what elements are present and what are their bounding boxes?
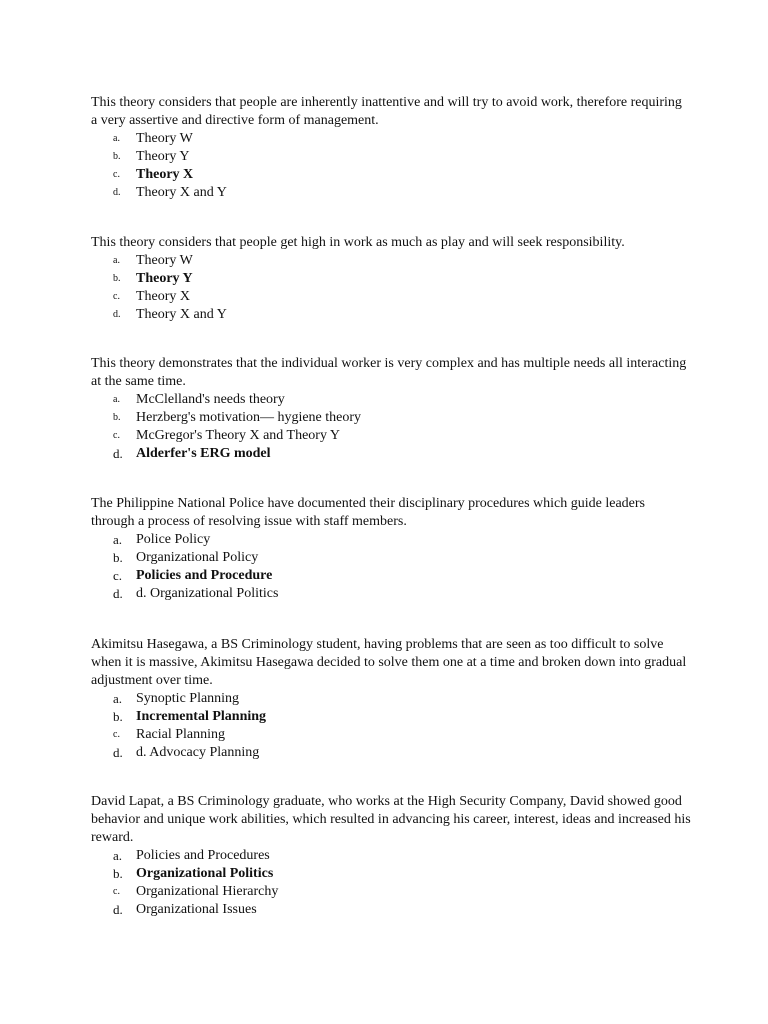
option-c xyxy=(91,427,691,445)
option-letter: a. xyxy=(113,255,120,266)
question-stem: The Philippine National Police have documented their disciplinary procedures which guide leaders through a process of resolving issue with staff members. xyxy=(91,496,645,529)
options-list xyxy=(91,130,691,202)
option-a xyxy=(91,252,691,270)
option-text: Theory Y xyxy=(136,149,190,164)
option-letter: c. xyxy=(113,291,120,302)
option-letter: c. xyxy=(113,568,123,583)
option-b xyxy=(91,409,691,427)
option-d xyxy=(91,445,691,463)
option-text: Police Policy xyxy=(136,532,211,547)
question-stem: This theory considers that people are inherently inattentive and will try to avoid work, therefore requiring a very assertive and directive form of management. xyxy=(91,95,682,128)
option-letter: d. xyxy=(113,309,121,320)
option-a xyxy=(91,130,691,148)
options-list xyxy=(91,531,691,603)
option-text-answer: Organizational Politics xyxy=(136,866,274,881)
question-4 xyxy=(91,495,691,603)
options-list xyxy=(91,690,691,762)
option-text: McGregor's Theory X and Theory Y xyxy=(136,428,341,443)
option-d xyxy=(91,901,691,919)
question-stem: This theory considers that people get high in work as much as play and will seek responsibility. xyxy=(91,235,625,250)
option-c xyxy=(91,567,691,585)
option-c xyxy=(91,288,691,306)
option-b xyxy=(91,708,691,726)
option-b xyxy=(91,865,691,883)
option-b xyxy=(91,270,691,288)
option-text: Herzberg's motivation— hygiene theory xyxy=(136,410,362,425)
question-1 xyxy=(91,94,691,202)
option-text-answer: Policies and Procedure xyxy=(136,568,273,583)
options-list xyxy=(91,847,691,919)
option-letter: d. xyxy=(113,586,123,601)
question-2 xyxy=(91,234,691,324)
option-d xyxy=(91,585,691,603)
option-c xyxy=(91,166,691,184)
option-letter: b. xyxy=(113,273,121,284)
option-text: Theory X and Y xyxy=(136,185,227,200)
option-letter: b. xyxy=(113,550,123,565)
option-letter: d. xyxy=(113,187,121,198)
option-letter: a. xyxy=(113,394,120,405)
option-letter: b. xyxy=(113,412,121,423)
options-list xyxy=(91,391,691,463)
option-b xyxy=(91,148,691,166)
option-text: Synoptic Planning xyxy=(136,691,240,706)
option-text-answer: Incremental Planning xyxy=(136,709,267,724)
option-text: Theory W xyxy=(136,253,193,268)
question-stem: David Lapat, a BS Criminology graduate, who works at the High Security Company, David showed good behavior and unique work abilities, which resulted in advancing his career, interest, ideas and increased his reward. xyxy=(91,794,691,845)
option-text: Racial Planning xyxy=(136,727,226,742)
option-letter: d. xyxy=(113,446,123,461)
option-letter: c. xyxy=(113,169,120,180)
option-text: Organizational Policy xyxy=(136,550,259,565)
option-text-answer: Alderfer's ERG model xyxy=(136,446,271,461)
question-5 xyxy=(91,636,691,762)
option-text: Theory W xyxy=(136,131,193,146)
option-c xyxy=(91,883,691,901)
option-letter: a. xyxy=(113,848,123,863)
option-text: d. Advocacy Planning xyxy=(136,745,260,760)
option-text: Theory X and Y xyxy=(136,307,227,322)
option-text: d. Organizational Politics xyxy=(136,586,279,601)
option-letter: b. xyxy=(113,709,123,724)
option-a xyxy=(91,690,691,708)
question-stem: This theory demonstrates that the individual worker is very complex and has multiple needs all interacting at the same time. xyxy=(91,356,687,389)
question-stem: Akimitsu Hasegawa, a BS Criminology student, having problems that are seen as too difficult to solve when it is massive, Akimitsu Hasegawa decided to solve them one at a time and broken down into gradual adjustment over time. xyxy=(91,637,687,688)
option-text-answer: Theory X xyxy=(136,167,194,182)
option-a xyxy=(91,531,691,549)
option-d xyxy=(91,184,691,202)
option-letter: d. xyxy=(113,745,123,760)
option-letter: c. xyxy=(113,886,120,897)
options-list xyxy=(91,252,691,324)
option-letter: c. xyxy=(113,430,120,441)
option-a xyxy=(91,391,691,409)
option-letter: a. xyxy=(113,532,123,547)
option-letter: c. xyxy=(113,729,120,740)
option-text: McClelland's needs theory xyxy=(136,392,285,407)
option-letter: b. xyxy=(113,151,121,162)
option-d xyxy=(91,744,691,762)
option-text: Policies and Procedures xyxy=(136,848,270,863)
option-text: Organizational Issues xyxy=(136,902,257,917)
option-b xyxy=(91,549,691,567)
option-c xyxy=(91,726,691,744)
option-letter: a. xyxy=(113,691,123,706)
option-text-answer: Theory Y xyxy=(136,271,193,286)
question-6 xyxy=(91,793,691,919)
option-letter: d. xyxy=(113,902,123,917)
option-letter: b. xyxy=(113,866,123,881)
option-letter: a. xyxy=(113,133,120,144)
option-d xyxy=(91,306,691,324)
question-3 xyxy=(91,355,691,463)
option-text: Theory X xyxy=(136,289,191,304)
option-text: Organizational Hierarchy xyxy=(136,884,279,899)
option-a xyxy=(91,847,691,865)
